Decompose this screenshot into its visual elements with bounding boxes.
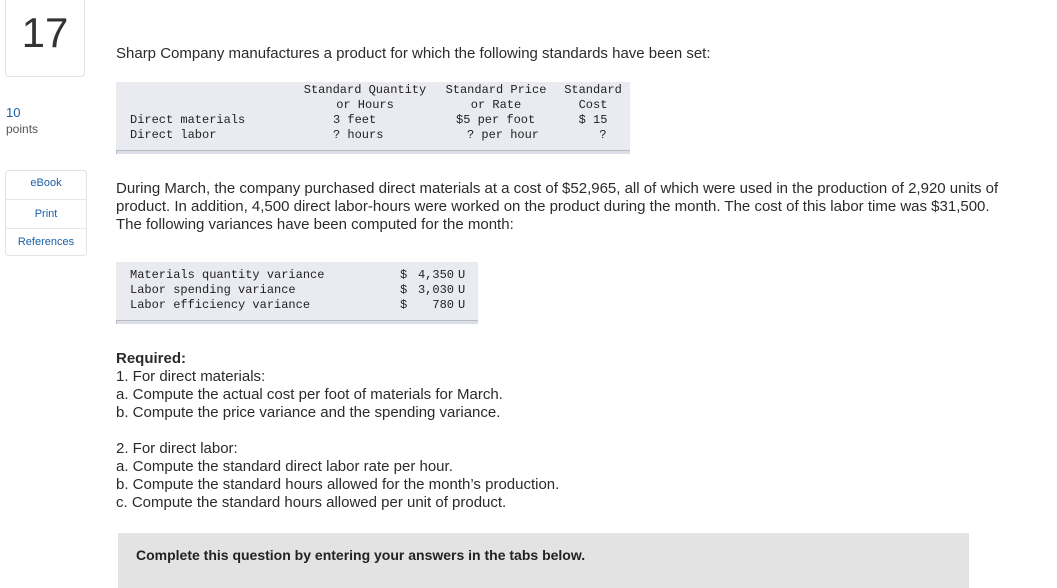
- instruction-text: Complete this question by entering your answers in the tabs below.: [136, 547, 586, 563]
- header-price-line2: or Rate: [470, 98, 522, 112]
- ebook-link[interactable]: eBook: [30, 177, 62, 189]
- points-label: points: [6, 122, 39, 136]
- variance-label: Labor efficiency variance: [130, 298, 311, 312]
- row-label-direct-labor: Direct labor: [130, 128, 217, 142]
- header-cost-line1: Standard: [564, 83, 622, 97]
- cell-price: ? per hour: [467, 128, 540, 142]
- instruction-bar: [118, 533, 969, 588]
- required-part1: 1. For direct materials:: [116, 368, 266, 385]
- required-part2a: a. Compute the standard direct labor rate per hour.: [116, 458, 453, 475]
- variance-type: U: [458, 268, 466, 282]
- references-link[interactable]: References: [17, 236, 75, 248]
- cell-cost: ?: [599, 128, 607, 142]
- required-part2: 2. For direct labor:: [116, 440, 238, 457]
- points-value: 10: [6, 105, 21, 120]
- variance-dollar-sign: $: [400, 283, 408, 297]
- intro-text: Sharp Company manufactures a product for which the following standards have been set:: [116, 45, 711, 62]
- cell-cost: $ 15: [578, 113, 608, 127]
- required-part2c: c. Compute the standard hours allowed per unit of product.: [116, 494, 507, 511]
- print-link[interactable]: Print: [34, 208, 58, 220]
- header-cost-line2: Cost: [578, 98, 608, 112]
- required-heading: Required:: [116, 350, 187, 367]
- march-paragraph-line1: During March, the company purchased direct materials at a cost of $52,965, all of which were used in the production of 2,920 units of: [116, 180, 999, 197]
- variance-type: U: [458, 298, 466, 312]
- required-part1b: b. Compute the price variance and the spending variance.: [116, 404, 501, 421]
- variance-dollar-sign: $: [400, 298, 408, 312]
- march-paragraph-line2: product. In addition, 4,500 direct labor-hours were worked on the product during the month. The cost of this labor time was $31,500.: [116, 198, 990, 215]
- question-number: 17: [5, 0, 85, 77]
- table-bottom-border: [116, 150, 630, 154]
- resource-menu: [5, 170, 87, 256]
- required-part1a: a. Compute the actual cost per foot of materials for March.: [116, 386, 503, 403]
- variance-amount: 780: [432, 298, 454, 312]
- variance-label: Materials quantity variance: [130, 268, 325, 282]
- variance-label: Labor spending variance: [130, 283, 296, 297]
- required-part2b: b. Compute the standard hours allowed for the month’s production.: [116, 476, 560, 493]
- header-quantity-line1: Standard Quantity: [303, 83, 427, 97]
- variance-dollar-sign: $: [400, 268, 408, 282]
- header-price-line1: Standard Price: [445, 83, 547, 97]
- variance-amount: 4,350: [417, 268, 454, 282]
- menu-divider: [6, 199, 86, 200]
- variance-amount: 3,030: [417, 283, 454, 297]
- cell-quantity: 3 feet: [333, 113, 377, 127]
- header-quantity-line2: or Hours: [336, 98, 394, 112]
- cell-quantity: ? hours: [333, 128, 384, 142]
- menu-divider: [6, 228, 86, 229]
- march-paragraph-line3: The following variances have been computed for the month:: [116, 216, 514, 233]
- row-label-direct-materials: Direct materials: [130, 113, 246, 127]
- cell-price: $5 per foot: [456, 113, 536, 127]
- variance-type: U: [458, 283, 466, 297]
- table-bottom-border: [116, 320, 478, 324]
